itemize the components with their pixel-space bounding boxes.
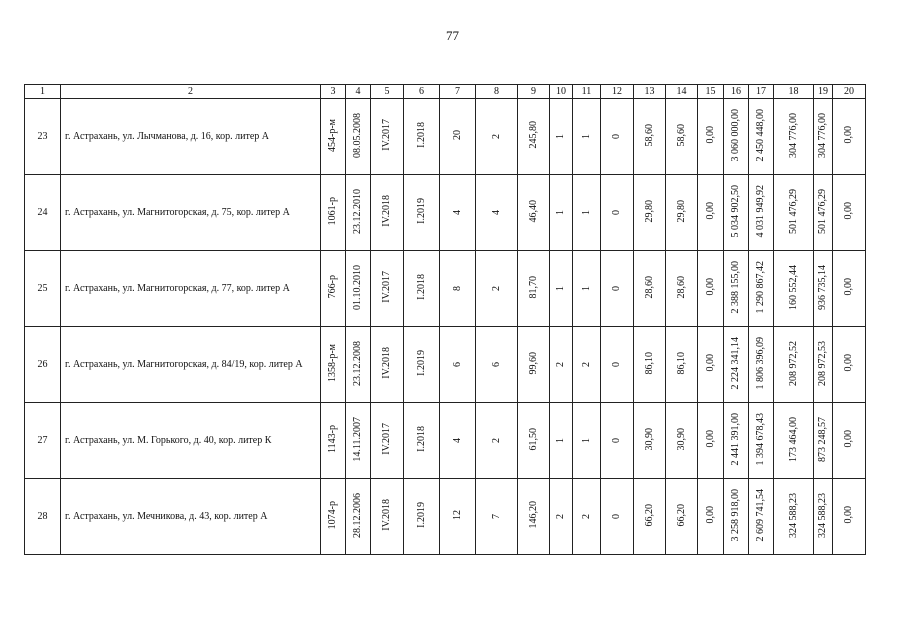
cell-value: IV.2017	[381, 271, 392, 303]
cell-col-9	[518, 175, 550, 251]
cell-col-13	[634, 403, 666, 479]
cell-value: 2 441 391,00	[730, 412, 741, 466]
cell-value: 0,00	[704, 278, 716, 296]
cell-col-14	[666, 99, 698, 175]
cell-col-4	[346, 403, 371, 479]
cell-col-10	[550, 327, 573, 403]
cell-value: 2 388 155,00	[730, 260, 741, 314]
cell-value: 1 290 867,42	[755, 260, 766, 314]
cell-value: 2 609 741,54	[755, 488, 766, 542]
cell-col-16	[724, 99, 749, 175]
cell-col-9	[518, 251, 550, 327]
cell-col-2: г. Астрахань, ул. Магнитогорская, д. 84/19, кор. литер А	[61, 327, 321, 403]
cell-value: 81,70	[527, 275, 539, 299]
cell-col-15	[698, 403, 724, 479]
cell-col-14	[666, 251, 698, 327]
cell-value: 454-р-м	[327, 118, 338, 152]
cell-col-17	[749, 251, 774, 327]
cell-value: 0,00	[843, 202, 854, 220]
cell-col-8	[476, 251, 518, 327]
cell-col-4	[346, 479, 371, 555]
cell-col-1: 26	[25, 327, 61, 403]
cell-value: 501 476,29	[787, 188, 799, 234]
column-number-12: 12	[601, 85, 634, 99]
cell-col-14	[666, 403, 698, 479]
cell-col-7	[440, 403, 476, 479]
cell-value: 0	[611, 286, 622, 291]
cell-col-10	[550, 479, 573, 555]
cell-col-2: г. Астрахань, ул. Лычманова, д. 16, кор. литер А	[61, 99, 321, 175]
cell-value: 28,60	[675, 275, 687, 299]
cell-value: 2	[555, 362, 566, 367]
cell-value: 2 450 448,00	[755, 108, 766, 162]
column-number-8: 8	[476, 85, 518, 99]
cell-value: 86,10	[643, 351, 655, 375]
column-number-6: 6	[404, 85, 440, 99]
cell-value: 8	[451, 286, 463, 291]
cell-col-17	[749, 99, 774, 175]
cell-col-6	[404, 479, 440, 555]
cell-col-3	[321, 327, 346, 403]
cell-value: 28.12.2006	[352, 492, 363, 538]
cell-value: 1074-р	[327, 500, 338, 530]
cell-col-20	[833, 99, 866, 175]
column-number-13: 13	[634, 85, 666, 99]
cell-col-15	[698, 175, 724, 251]
cell-value: 61,50	[527, 427, 539, 451]
table-row	[25, 99, 866, 175]
cell-value: 0,00	[704, 506, 716, 524]
cell-col-2: г. Астрахань, ул. Магнитогорская, д. 77, кор. литер А	[61, 251, 321, 327]
column-number-3: 3	[321, 85, 346, 99]
cell-col-16	[724, 479, 749, 555]
cell-value: 0	[611, 438, 622, 443]
cell-value: IV.2017	[381, 423, 392, 455]
cell-col-10	[550, 403, 573, 479]
cell-value: 29,80	[643, 199, 655, 223]
cell-value: 66,20	[643, 503, 655, 527]
cell-value: 2	[490, 286, 502, 291]
cell-col-20	[833, 403, 866, 479]
cell-value: 0	[611, 362, 622, 367]
cell-col-18	[774, 403, 814, 479]
column-number-7: 7	[440, 85, 476, 99]
cell-col-7	[440, 99, 476, 175]
table-row	[25, 327, 866, 403]
cell-value: 2	[490, 438, 502, 443]
table-row	[25, 175, 866, 251]
cell-col-12	[601, 479, 634, 555]
cell-col-7	[440, 327, 476, 403]
cell-value: IV.2018	[381, 195, 392, 227]
cell-col-12	[601, 251, 634, 327]
cell-col-9	[518, 479, 550, 555]
cell-col-17	[749, 175, 774, 251]
cell-value: 2	[580, 362, 592, 367]
cell-value: 23.12.2008	[352, 340, 363, 386]
cell-value: 0	[611, 134, 622, 139]
cell-col-20	[833, 479, 866, 555]
cell-value: 2	[490, 134, 502, 139]
cell-value: 0,00	[843, 126, 854, 144]
cell-col-15	[698, 479, 724, 555]
cell-value: 4 031 949,92	[755, 184, 766, 238]
column-number-9: 9	[518, 85, 550, 99]
cell-col-5	[371, 327, 404, 403]
cell-value: 46,40	[527, 199, 539, 223]
cell-value: 304 776,00	[817, 112, 828, 158]
cell-value: 08.05.2008	[352, 112, 363, 158]
cell-col-1: 25	[25, 251, 61, 327]
column-number-18: 18	[774, 85, 814, 99]
cell-col-6	[404, 327, 440, 403]
cell-col-13	[634, 479, 666, 555]
cell-col-4	[346, 251, 371, 327]
column-number-14: 14	[666, 85, 698, 99]
cell-col-9	[518, 99, 550, 175]
cell-col-20	[833, 251, 866, 327]
cell-value: 30,90	[643, 427, 655, 451]
cell-col-6	[404, 251, 440, 327]
cell-value: 7	[490, 514, 502, 519]
cell-value: 5 034 902,50	[730, 184, 741, 238]
cell-value: 936 735,14	[817, 264, 828, 310]
cell-col-17	[749, 403, 774, 479]
cell-col-17	[749, 327, 774, 403]
cell-col-7	[440, 251, 476, 327]
column-number-2: 2	[61, 85, 321, 99]
cell-col-3	[321, 175, 346, 251]
cell-value: 0,00	[843, 354, 854, 372]
cell-col-18	[774, 175, 814, 251]
cell-value: 2	[580, 514, 592, 519]
cell-value: 3 060 000,00	[730, 108, 741, 162]
cell-col-16	[724, 175, 749, 251]
cell-value: 3 258 918,00	[730, 488, 741, 542]
cell-col-10	[550, 175, 573, 251]
cell-col-5	[371, 251, 404, 327]
cell-col-3	[321, 251, 346, 327]
cell-value: 29,80	[675, 199, 687, 223]
cell-value: I.2018	[415, 122, 427, 148]
cell-value: 20	[451, 130, 463, 140]
cell-value: 6	[451, 362, 463, 367]
cell-value: 0,00	[704, 354, 716, 372]
cell-col-13	[634, 251, 666, 327]
cell-col-8	[476, 99, 518, 175]
cell-col-1: 27	[25, 403, 61, 479]
cell-col-19	[814, 327, 833, 403]
cell-value: 01.10.2010	[352, 264, 363, 310]
cell-value: 1	[555, 438, 566, 443]
cell-value: 208 972,52	[787, 340, 799, 386]
cell-col-11	[573, 327, 601, 403]
cell-col-11	[573, 479, 601, 555]
cell-col-4	[346, 175, 371, 251]
cell-value: 0,00	[843, 278, 854, 296]
cell-col-6	[404, 403, 440, 479]
cell-col-1: 24	[25, 175, 61, 251]
cell-col-2: г. Астрахань, ул. Мечникова, д. 43, кор. литер А	[61, 479, 321, 555]
table-row	[25, 251, 866, 327]
column-number-19: 19	[814, 85, 833, 99]
cell-col-5	[371, 99, 404, 175]
cell-value: IV.2018	[381, 347, 392, 379]
cell-col-16	[724, 251, 749, 327]
cell-value: 0	[611, 514, 622, 519]
cell-col-9	[518, 403, 550, 479]
cell-value: 1061-р	[327, 196, 338, 226]
cell-value: 4	[490, 210, 502, 215]
cell-col-15	[698, 99, 724, 175]
column-number-5: 5	[371, 85, 404, 99]
cell-value: 0	[611, 210, 622, 215]
cell-value: 1	[580, 286, 592, 291]
cell-col-13	[634, 99, 666, 175]
cell-value: 324 588,23	[817, 492, 828, 538]
cell-col-5	[371, 479, 404, 555]
cell-col-11	[573, 403, 601, 479]
cell-value: 0,00	[843, 430, 854, 448]
cell-value: 14.11.2007	[352, 416, 363, 462]
cell-col-2: г. Астрахань, ул. М. Горького, д. 40, кор. литер К	[61, 403, 321, 479]
cell-col-18	[774, 99, 814, 175]
page-number: 77	[446, 28, 459, 43]
cell-col-13	[634, 327, 666, 403]
cell-col-7	[440, 479, 476, 555]
cell-value: 2 224 341,14	[730, 336, 741, 390]
cell-value: 58,60	[675, 123, 687, 147]
cell-col-14	[666, 327, 698, 403]
cell-value: 1	[580, 210, 592, 215]
cell-col-3	[321, 479, 346, 555]
cell-value: I.2019	[415, 350, 427, 376]
cell-col-18	[774, 479, 814, 555]
cell-value: 0,00	[704, 126, 716, 144]
cell-value: 30,90	[675, 427, 687, 451]
cell-col-16	[724, 403, 749, 479]
cell-col-17	[749, 479, 774, 555]
table-row	[25, 479, 866, 555]
cell-col-1: 28	[25, 479, 61, 555]
cell-value: IV.2017	[381, 119, 392, 151]
cell-value: 1 394 678,43	[755, 412, 766, 466]
table-row	[25, 403, 866, 479]
cell-col-19	[814, 175, 833, 251]
cell-col-8	[476, 327, 518, 403]
cell-col-12	[601, 327, 634, 403]
cell-value: 1143-р	[327, 425, 338, 453]
cell-value: 0,00	[704, 430, 716, 448]
cell-value: 28,60	[643, 275, 655, 299]
cell-col-11	[573, 175, 601, 251]
cell-value: 4	[451, 438, 463, 443]
cell-col-7	[440, 175, 476, 251]
cell-col-14	[666, 175, 698, 251]
cell-col-8	[476, 479, 518, 555]
cell-value: 1	[555, 210, 566, 215]
column-number-10: 10	[550, 85, 573, 99]
cell-value: 2	[555, 514, 566, 519]
cell-value: 1	[580, 438, 592, 443]
column-number-4: 4	[346, 85, 371, 99]
cell-col-12	[601, 175, 634, 251]
cell-col-19	[814, 99, 833, 175]
cell-col-9	[518, 327, 550, 403]
cell-value: 6	[490, 362, 502, 367]
column-number-16: 16	[724, 85, 749, 99]
cell-value: 146,20	[527, 501, 539, 529]
cell-value: 1	[580, 134, 592, 139]
cell-value: IV.2018	[381, 499, 392, 531]
cell-value: 208 972,53	[817, 340, 828, 386]
cell-value: 1	[555, 134, 566, 139]
column-number-17: 17	[749, 85, 774, 99]
cell-col-11	[573, 99, 601, 175]
cell-col-3	[321, 99, 346, 175]
cell-col-12	[601, 403, 634, 479]
cell-col-20	[833, 327, 866, 403]
cell-value: 304 776,00	[787, 112, 799, 158]
cell-col-18	[774, 251, 814, 327]
cell-col-16	[724, 327, 749, 403]
cell-col-19	[814, 251, 833, 327]
cell-col-14	[666, 479, 698, 555]
cell-value: 160 552,44	[787, 264, 799, 310]
cell-col-1: 23	[25, 99, 61, 175]
column-number-11: 11	[573, 85, 601, 99]
cell-value: 766-р	[327, 275, 338, 299]
cell-col-11	[573, 251, 601, 327]
cell-col-10	[550, 251, 573, 327]
cell-value: I.2018	[415, 274, 427, 300]
column-number-15: 15	[698, 85, 724, 99]
cell-col-4	[346, 99, 371, 175]
column-number-20: 20	[833, 85, 866, 99]
cell-value: 86,10	[675, 351, 687, 375]
data-table	[24, 84, 866, 555]
cell-value: I.2019	[415, 198, 427, 224]
cell-value: 245,80	[527, 121, 539, 149]
cell-value: 4	[451, 210, 463, 215]
cell-col-5	[371, 403, 404, 479]
cell-value: 1 806 396,09	[755, 336, 766, 390]
cell-value: 0,00	[843, 506, 854, 524]
cell-value: 12	[451, 510, 463, 520]
cell-value: 324 588,23	[787, 492, 799, 538]
cell-col-4	[346, 327, 371, 403]
cell-col-10	[550, 99, 573, 175]
column-number-1: 1	[25, 85, 61, 99]
cell-col-19	[814, 479, 833, 555]
cell-col-8	[476, 403, 518, 479]
cell-col-13	[634, 175, 666, 251]
cell-value: 99,60	[527, 351, 539, 375]
cell-col-6	[404, 175, 440, 251]
table-header-row	[25, 85, 866, 99]
cell-col-12	[601, 99, 634, 175]
cell-col-8	[476, 175, 518, 251]
cell-col-6	[404, 99, 440, 175]
cell-col-15	[698, 327, 724, 403]
cell-col-19	[814, 403, 833, 479]
cell-col-20	[833, 175, 866, 251]
cell-value: 873 248,57	[817, 416, 828, 462]
cell-col-5	[371, 175, 404, 251]
cell-value: I.2019	[415, 502, 427, 528]
cell-value: 501 476,29	[817, 188, 828, 234]
cell-col-18	[774, 327, 814, 403]
cell-value: 173 464,00	[787, 416, 799, 462]
cell-col-15	[698, 251, 724, 327]
cell-col-3	[321, 403, 346, 479]
cell-value: 1	[555, 286, 566, 291]
cell-col-2: г. Астрахань, ул. Магнитогорская, д. 75, кор. литер А	[61, 175, 321, 251]
cell-value: 58,60	[643, 123, 655, 147]
cell-value: 23.12.2010	[352, 188, 363, 234]
cell-value: I.2018	[415, 426, 427, 452]
cell-value: 66,20	[675, 503, 687, 527]
cell-value: 0,00	[704, 202, 716, 220]
cell-value: 1358-р-м	[327, 344, 338, 382]
